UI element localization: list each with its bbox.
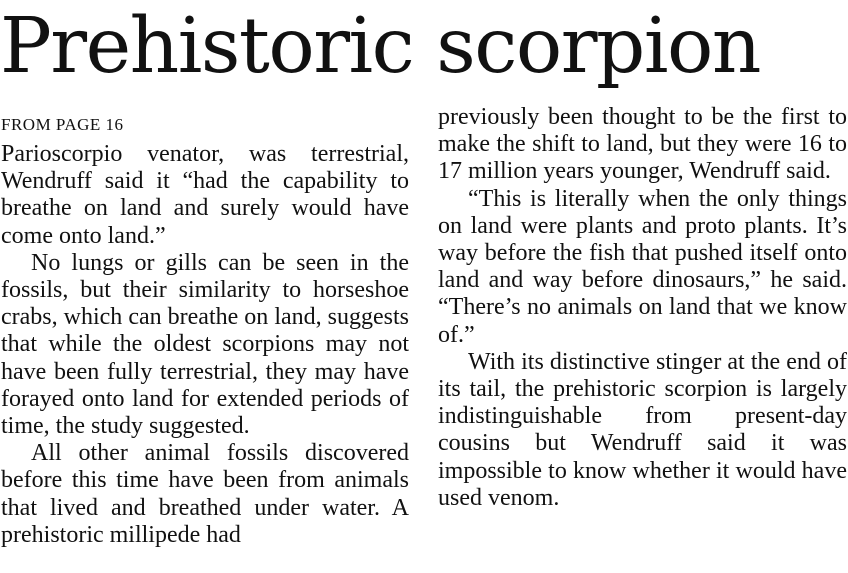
right-column [438,104,847,512]
paragraph: With its distinctive stinger at the end of its tail, the prehistoric scorpion is largely indistinguishable from present-day cousins but Wendruff said it was impossible to know whether it would have used venom. [438,348,847,511]
paragraph: No lungs or gills can be seen in the fossils, but their similarity to horseshoe crabs, which can breathe on land, suggests that while the oldest scorpions may not have been fully terrestrial, they may have forayed onto land for extended periods of time, the study suggested. [1,249,409,440]
paragraph: All other animal fossils discovered before this time have been from animals that lived and breathed under water. A prehistoric millipede had [1,440,409,548]
left-column [1,141,409,549]
headline: Prehistoric scorpion [0,2,760,91]
paragraph-continuation: previously been thought to be the first to make the shift to land, but they were 16 to 17 million years younger, Wendruff said. [438,104,847,185]
paragraph: “This is literally when the only things on land were plants and proto plants. It’s way before the fish that pushed itself onto land and way before dinosaurs,” he said. “There’s no animals on land that we know of.” [438,185,847,348]
paragraph-continuation: Parioscorpio venator, was terrestrial, Wendruff said it “had the capability to breathe on land and surely would have come onto land.” [1,141,409,249]
continued-from-label: FROM PAGE 16 [1,115,124,134]
